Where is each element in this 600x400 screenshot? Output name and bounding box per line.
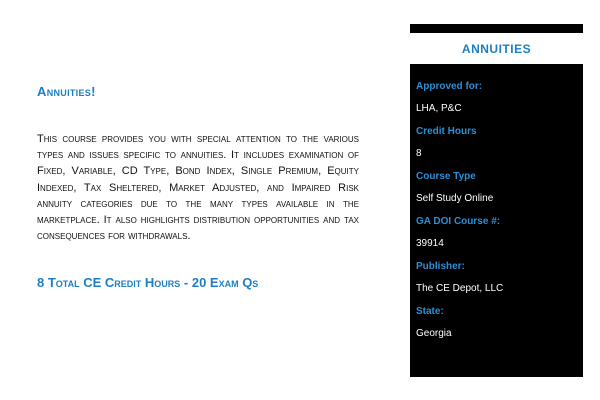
course-title: Annuities! xyxy=(37,84,96,99)
credit-hours-label: Credit Hours xyxy=(416,125,477,137)
approved-for-value: LHA, P&C xyxy=(416,103,462,115)
card-details xyxy=(416,75,576,345)
publisher-label: Publisher: xyxy=(416,260,465,272)
state-value: Georgia xyxy=(416,328,452,340)
state-label: State: xyxy=(416,305,444,317)
card-top-bar xyxy=(410,24,583,33)
credit-hours-value: 8 xyxy=(416,148,422,160)
course-type-value: Self Study Online xyxy=(416,193,494,205)
publisher-value: The CE Depot, LLC xyxy=(416,283,504,295)
approved-for-label: Approved for: xyxy=(416,80,483,92)
card-header-title: ANNUITIES xyxy=(461,41,532,56)
card-header xyxy=(410,33,583,64)
course-description-section xyxy=(37,84,359,290)
course-type-label: Course Type xyxy=(416,170,476,182)
course-info-card xyxy=(410,24,583,377)
doi-course-value: 39914 xyxy=(416,238,444,250)
doi-course-label: GA DOI Course #: xyxy=(416,215,501,227)
credit-summary: 8 Total CE Credit Hours - 20 Exam Qs xyxy=(37,275,259,291)
course-description: This course provides you with special attention to the various types and issues specific to annuities. It includes examination of Fixed, Variable, CD Type, Bond Index, Single Premium, Equity Indexed, Tax Sheltered, Market Adjusted, and Impaired Risk annuity categories due to the many types available in the marketplace. It also highlights distribution opportunities and tax consequences for withdrawals. xyxy=(37,133,359,243)
